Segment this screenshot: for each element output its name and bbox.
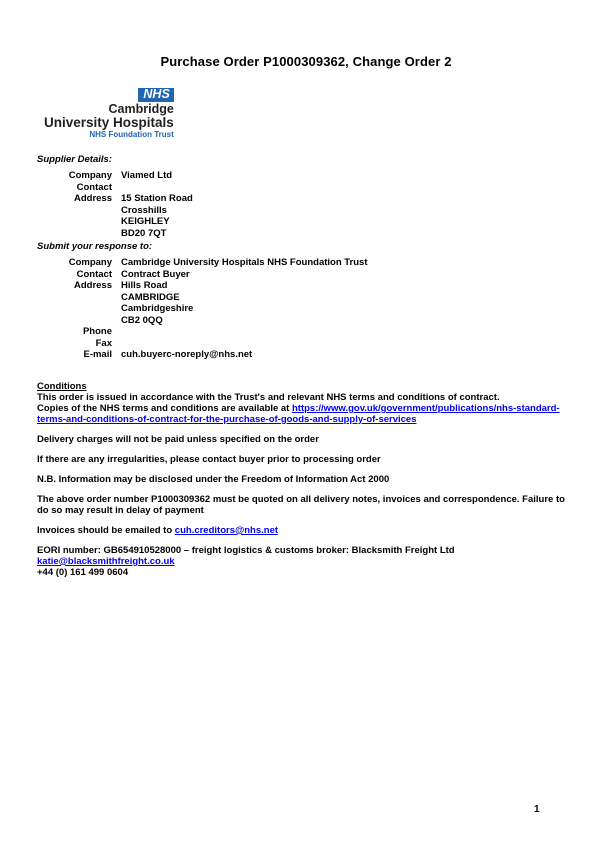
respond-company-label: Company [68,257,112,269]
logo-cambridge-text: Cambridge [108,102,174,117]
irregularities-paragraph: If there are any irregularities, please contact buyer prior to processing order [37,453,381,465]
respond-fax-value [121,338,612,350]
freight-phone: +44 (0) 161 499 0604 [37,566,129,578]
respond-to-block [37,257,612,361]
kv-spacer [37,228,112,240]
respond-fax-label: Fax [95,337,112,349]
kv-spacer [37,216,112,228]
freight-email-link[interactable]: katie@blacksmithfreight.co.uk [37,555,175,567]
conditions-copies-line [37,403,575,425]
nhs-terms-link[interactable]: https://www.gov.uk/government/publications/nhs-standard-terms-and-conditions-of-contract-for-the-purchase-of-goods-and-supply-of-services [37,402,560,425]
respond-company-value: Cambridge University Hospitals NHS Foundation Trust [121,257,368,269]
supplier-address-label: Address [73,193,112,205]
creditors-email-link[interactable]: cuh.creditors@nhs.net [174,524,279,536]
kv-spacer [37,292,112,304]
supplier-address-line-3: KEIGHLEY [121,216,170,228]
supplier-address-line-2: Crosshills [121,204,167,216]
nhs-trust-logo [44,86,174,140]
invoices-paragraph [37,525,575,536]
supplier-address-line-1: 15 Station Road [121,193,193,205]
respond-phone-value [121,326,612,338]
respond-address-line-3: Cambridgeshire [121,303,194,315]
page-title: Purchase Order P1000309362, Change Order 2 [160,54,452,69]
conditions-section [37,381,575,578]
respond-address-line-1: Hills Road [121,280,168,292]
respond-address-label: Address [73,280,112,292]
supplier-address-line-4: BD20 7QT [121,227,167,239]
conditions-copies-prefix: Copies of the NHS terms and conditions are available at [37,402,292,414]
foi-paragraph: N.B. Information may be disclosed under the Freedom of Information Act 2000 [37,473,390,485]
kv-spacer [37,315,112,327]
respond-email-value: cuh.buyerc-noreply@nhs.net [121,349,253,361]
respond-address-line-2: CAMBRIDGE [121,291,180,303]
respond-phone-label: Phone [82,326,112,338]
nhs-logo-icon: NHS [138,88,173,102]
respond-to-heading: Submit your response to: [37,241,153,253]
respond-address-line-4: CB2 0QQ [121,314,163,326]
logo-foundation-trust-text: NHS Foundation Trust [89,130,174,140]
respond-email-label: E-mail [83,349,112,361]
respond-contact-value: Contract Buyer [121,268,190,280]
kv-spacer [37,303,112,315]
kv-spacer [37,205,112,217]
invoices-prefix: Invoices should be emailed to [37,524,175,536]
conditions-issued-line: This order is issued in accordance with the Trust's and relevant NHS terms and conditions of contract. [37,391,500,403]
eori-paragraph [37,545,575,578]
supplier-details-heading: Supplier Details: [37,154,112,166]
conditions-heading: Conditions [37,380,87,392]
supplier-contact-value [121,182,612,194]
supplier-details-block [37,170,612,239]
page-number: 1 [534,804,540,815]
supplier-contact-label: Contact [76,181,112,193]
supplier-company-value: Viamed Ltd [121,170,173,182]
respond-contact-label: Contact [76,268,112,280]
eori-prefix: EORI number: GB654910528000 – freight logistics & customs broker: Blacksmith Freight Ltd [37,544,455,556]
supplier-company-label: Company [68,170,112,182]
order-number-paragraph: The above order number P1000309362 must be quoted on all delivery notes, invoices and correspondence. Failure to do so may result in delay of payment [37,493,565,516]
delivery-charges-paragraph: Delivery charges will not be paid unless specified on the order [37,433,319,445]
logo-university-hospitals-text: University Hospitals [44,115,174,131]
